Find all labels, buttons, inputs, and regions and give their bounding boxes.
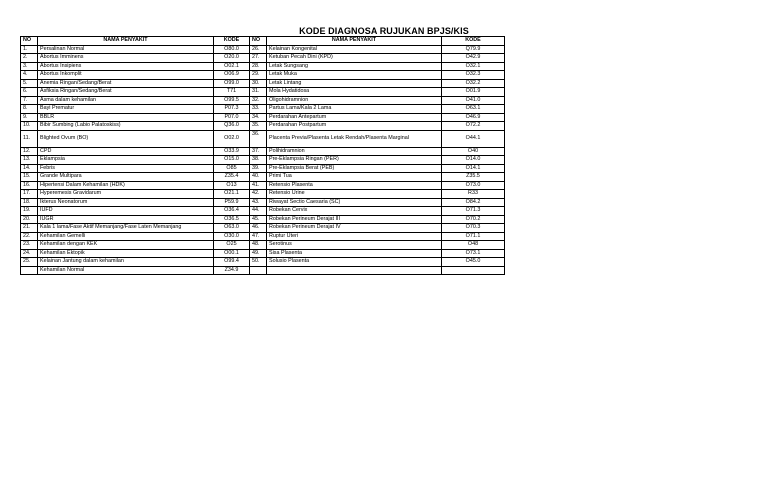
row-code-right: O32.1 <box>442 62 505 71</box>
row-no-left: 12. <box>21 147 38 156</box>
row-no-left: 6. <box>21 88 38 97</box>
row-name-right: Solusio Plasenta <box>267 258 442 267</box>
row-name-left: Febris <box>38 164 214 173</box>
table-row <box>21 249 505 258</box>
row-no-right: 32. <box>250 96 267 105</box>
row-no-right: 48. <box>250 241 267 250</box>
row-code-left: O99.0 <box>214 79 250 88</box>
row-no-left: 11. <box>21 130 38 147</box>
table-row <box>21 232 505 241</box>
row-code-right: O46.9 <box>442 113 505 122</box>
table-row <box>21 105 505 114</box>
row-name-right: Polihidramnion <box>267 147 442 156</box>
row-no-left: 21. <box>21 224 38 233</box>
row-no-left: 19. <box>21 207 38 216</box>
row-name-right: Kelainan Kongenital <box>267 45 442 54</box>
row-no-right: 47. <box>250 232 267 241</box>
row-no-right: 40. <box>250 173 267 182</box>
row-no-left: 5. <box>21 79 38 88</box>
row-name-right: Primi Tua <box>267 173 442 182</box>
row-no-right: 38. <box>250 156 267 165</box>
row-code-right: O42.9 <box>442 54 505 63</box>
header-no-right: NO <box>250 37 267 46</box>
table-row <box>21 62 505 71</box>
row-code-left: O02.0 <box>214 130 250 147</box>
table-row <box>21 190 505 199</box>
row-name-right <box>267 266 442 275</box>
header-no-left: NO <box>21 37 38 46</box>
row-code-right: R33 <box>442 190 505 199</box>
row-code-left: O99.5 <box>214 96 250 105</box>
row-name-right: Sisa Plasenta <box>267 249 442 258</box>
row-no-right: 33. <box>250 105 267 114</box>
row-code-left: O99.4 <box>214 258 250 267</box>
row-no-left: 25. <box>21 258 38 267</box>
row-code-left: O36.4 <box>214 207 250 216</box>
row-code-left: O06.9 <box>214 71 250 80</box>
row-code-right: O71.3 <box>442 207 505 216</box>
table-row <box>21 266 505 275</box>
row-no-right: 41. <box>250 181 267 190</box>
row-no-right: 45. <box>250 215 267 224</box>
row-no-right: 49. <box>250 249 267 258</box>
row-code-right: O14.1 <box>442 164 505 173</box>
row-name-left: IUFD <box>38 207 214 216</box>
row-name-left: Bayi Prematur <box>38 105 214 114</box>
row-no-right: 35. <box>250 122 267 131</box>
row-code-left: Q36.0 <box>214 122 250 131</box>
row-name-left: Kehamilan dengan KEK <box>38 241 214 250</box>
table-row <box>21 96 505 105</box>
row-code-left: O20.0 <box>214 54 250 63</box>
table-row <box>21 54 505 63</box>
row-name-right: Serotinus <box>267 241 442 250</box>
header-kode-left: KODE <box>214 37 250 46</box>
table-row <box>21 113 505 122</box>
table-row <box>21 147 505 156</box>
table-row <box>21 88 505 97</box>
row-code-left: P07.0 <box>214 113 250 122</box>
row-name-right: Robekan Perineum Derajat III <box>267 215 442 224</box>
row-no-left: 17. <box>21 190 38 199</box>
row-name-right: Perdarahan Antepartum <box>267 113 442 122</box>
row-name-right: Letak Lintang <box>267 79 442 88</box>
row-code-right: O48 <box>442 241 505 250</box>
row-code-right: O73.0 <box>442 181 505 190</box>
row-no-right: 34. <box>250 113 267 122</box>
table-row <box>21 71 505 80</box>
row-code-right: O70.2 <box>442 215 505 224</box>
table-row <box>21 181 505 190</box>
row-name-right: Pre-Eklampsia Ringan (PER) <box>267 156 442 165</box>
row-no-right: 46. <box>250 224 267 233</box>
row-no-left: 1. <box>21 45 38 54</box>
row-no-left: 3. <box>21 62 38 71</box>
row-no-left: 13. <box>21 156 38 165</box>
row-code-right: O63.1 <box>442 105 505 114</box>
row-no-left: 15. <box>21 173 38 182</box>
table-row <box>21 156 505 165</box>
row-code-left: O00.1 <box>214 249 250 258</box>
row-code-right: O44.1 <box>442 130 505 147</box>
row-name-left: Kehamilan Normal <box>38 266 214 275</box>
row-name-right: Partus Lama/Kala 2 Lama <box>267 105 442 114</box>
row-no-left: 14. <box>21 164 38 173</box>
row-no-right <box>250 266 267 275</box>
row-name-left: Eklampsia <box>38 156 214 165</box>
row-code-right <box>442 266 505 275</box>
row-code-right: O32.3 <box>442 71 505 80</box>
row-name-left: Anemia Ringan/Sedang/Berat <box>38 79 214 88</box>
row-no-left: 23. <box>21 241 38 250</box>
table-row <box>21 198 505 207</box>
row-name-left: Hipertensi Dalam Kehamilan (HDK) <box>38 181 214 190</box>
row-code-left: O30.0 <box>214 232 250 241</box>
row-name-left: Abortus Inkomplit <box>38 71 214 80</box>
row-code-right: O40 <box>442 147 505 156</box>
row-no-right: 42. <box>250 190 267 199</box>
row-name-left: Bibir Sumbing (Labio Palatoskiss) <box>38 122 214 131</box>
row-code-right: O71.1 <box>442 232 505 241</box>
row-name-right: Ketuban Pecah Dini (KPD) <box>267 54 442 63</box>
row-name-right: Ruptur Uteri <box>267 232 442 241</box>
row-no-left: 24. <box>21 249 38 258</box>
row-code-left: P07.3 <box>214 105 250 114</box>
row-name-left: Abortus Imminens <box>38 54 214 63</box>
row-no-right: 31. <box>250 88 267 97</box>
row-name-right: Placenta Previa/Plasenta Letak Rendah/Plasenta Marginal <box>267 130 442 147</box>
row-code-left: O21.1 <box>214 190 250 199</box>
row-name-left: Kelainan Jantung dalam kehamilan <box>38 258 214 267</box>
row-no-left <box>21 266 38 275</box>
row-no-right: 30. <box>250 79 267 88</box>
row-code-right: Q79.9 <box>442 45 505 54</box>
row-name-right: Pre-Eklampsia Berat (PEB) <box>267 164 442 173</box>
row-name-right: Retensio Plasenta <box>267 181 442 190</box>
row-code-left: T71 <box>214 88 250 97</box>
row-code-right: O72.2 <box>442 122 505 131</box>
row-code-right: O84.2 <box>442 198 505 207</box>
row-code-left: O36.5 <box>214 215 250 224</box>
row-code-right: O41.0 <box>442 96 505 105</box>
row-no-right: 50. <box>250 258 267 267</box>
row-name-left: Ikterus Neonatorum <box>38 198 214 207</box>
row-code-left: O33.9 <box>214 147 250 156</box>
row-no-right: 27. <box>250 54 267 63</box>
row-name-left: CPD <box>38 147 214 156</box>
row-code-left: O13 <box>214 181 250 190</box>
row-code-right: O73.1 <box>442 249 505 258</box>
table-row <box>21 122 505 131</box>
row-name-right: Retensio Urine <box>267 190 442 199</box>
row-name-left: Hyperemesis Gravidarum <box>38 190 214 199</box>
row-code-left: O80.0 <box>214 45 250 54</box>
row-no-right: 44. <box>250 207 267 216</box>
row-name-left: Abortus Insipiens <box>38 62 214 71</box>
table-row <box>21 258 505 267</box>
row-no-left: 2. <box>21 54 38 63</box>
diagnosis-table <box>20 36 505 275</box>
row-code-right: Z35.5 <box>442 173 505 182</box>
row-code-left: P59.9 <box>214 198 250 207</box>
row-no-left: 8. <box>21 105 38 114</box>
page-title: KODE DIAGNOSA RUJUKAN BPJS/KIS <box>299 26 469 36</box>
row-no-left: 16. <box>21 181 38 190</box>
row-name-right: Letak Muka <box>267 71 442 80</box>
row-no-right: 26. <box>250 45 267 54</box>
row-name-right: Robekan Cervix <box>267 207 442 216</box>
row-no-left: 18. <box>21 198 38 207</box>
row-code-left: O63.0 <box>214 224 250 233</box>
row-code-left: O85 <box>214 164 250 173</box>
header-kode-right: KODE <box>442 37 505 46</box>
row-code-left: Z35.4 <box>214 173 250 182</box>
row-no-right: 37. <box>250 147 267 156</box>
row-no-right: 28. <box>250 62 267 71</box>
row-no-left: 7. <box>21 96 38 105</box>
row-code-right: O32.2 <box>442 79 505 88</box>
table-row <box>21 164 505 173</box>
row-no-right: 36. <box>250 130 267 147</box>
row-name-right: Robekan Perineum Derajat IV <box>267 224 442 233</box>
row-no-left: 10. <box>21 122 38 131</box>
row-name-left: BBLR <box>38 113 214 122</box>
row-name-right: Riwayat Sectio Caesaria (SC) <box>267 198 442 207</box>
row-name-right: Letak Sungsang <box>267 62 442 71</box>
row-no-left: 20. <box>21 215 38 224</box>
row-code-right: O14.0 <box>442 156 505 165</box>
row-code-left: O15.0 <box>214 156 250 165</box>
table-row <box>21 224 505 233</box>
row-name-left: Grande Multipara <box>38 173 214 182</box>
row-name-right: Perdarahan Postpartum <box>267 122 442 131</box>
row-code-left: O25 <box>214 241 250 250</box>
row-name-right: Mola Hydatidosa <box>267 88 442 97</box>
table-row <box>21 45 505 54</box>
row-no-left: 4. <box>21 71 38 80</box>
row-name-left: Kehamilan Ektopik <box>38 249 214 258</box>
row-no-right: 39. <box>250 164 267 173</box>
row-code-right: O01.9 <box>442 88 505 97</box>
row-name-left: Kala 1 lama/Fase Aktif Memanjang/Fase Laten Memanjang <box>38 224 214 233</box>
table-row <box>21 241 505 250</box>
table-row <box>21 215 505 224</box>
table-row <box>21 79 505 88</box>
header-nama-left: NAMA PENYAKIT <box>38 37 214 46</box>
table-row <box>21 173 505 182</box>
row-name-right: Oligohidramnion <box>267 96 442 105</box>
row-name-left: Kehamilan Gemelli <box>38 232 214 241</box>
row-name-left: Asma dalam kehamilan <box>38 96 214 105</box>
header-nama-right: NAMA PENYAKIT <box>267 37 442 46</box>
row-code-right: O45.0 <box>442 258 505 267</box>
row-no-left: 9. <box>21 113 38 122</box>
row-code-left: Z34.9 <box>214 266 250 275</box>
table-row <box>21 130 505 147</box>
table-row <box>21 207 505 216</box>
row-no-right: 29. <box>250 71 267 80</box>
row-no-right: 43. <box>250 198 267 207</box>
row-name-left: IUGR <box>38 215 214 224</box>
row-name-left: Asfiksia Ringan/Sedang/Berat <box>38 88 214 97</box>
row-code-left: O02.1 <box>214 62 250 71</box>
table-header-row <box>21 37 505 46</box>
row-name-left: Persalinan Normal <box>38 45 214 54</box>
row-no-left: 22. <box>21 232 38 241</box>
row-name-left: Blighted Ovum (BO) <box>38 130 214 147</box>
row-code-right: O70.3 <box>442 224 505 233</box>
